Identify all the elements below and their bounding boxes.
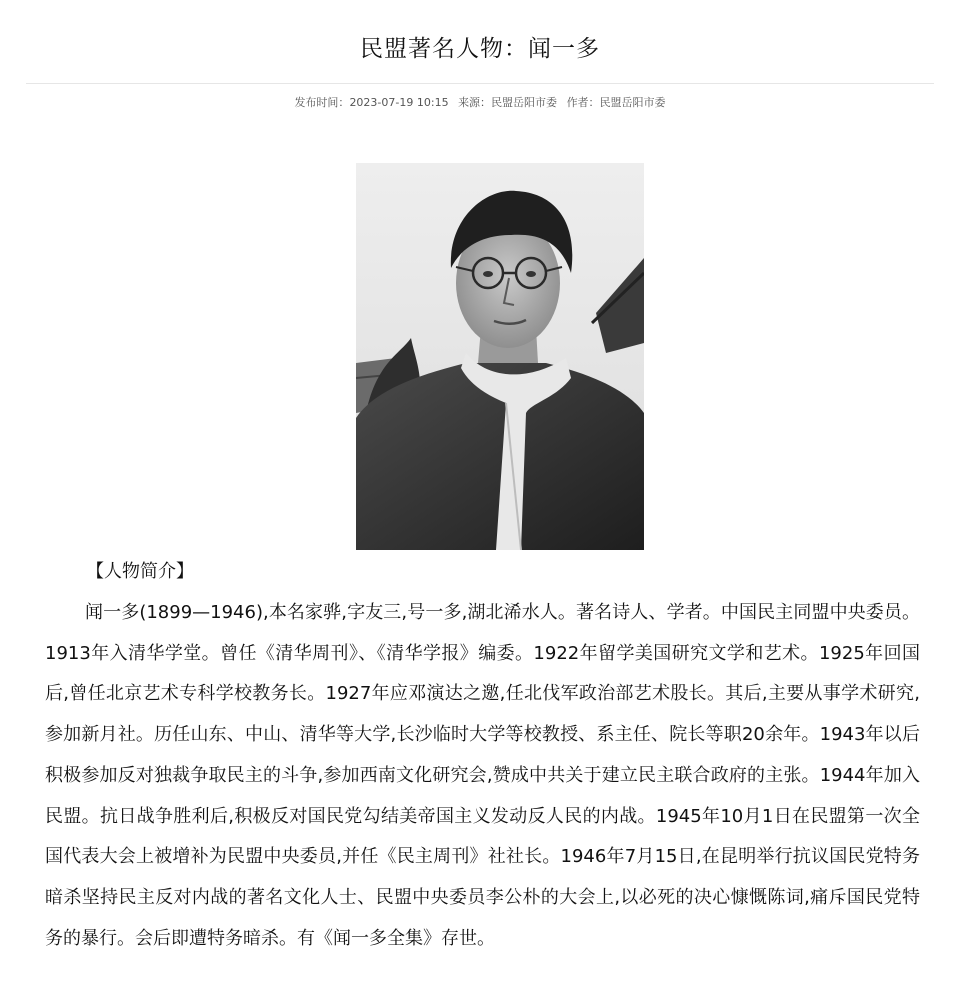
portrait-photo [356, 163, 644, 550]
source-value: 民盟岳阳市委 [491, 96, 558, 109]
section-heading: 【人物简介】 [86, 561, 194, 582]
article-meta [0, 94, 960, 110]
biography-paragraph: 闻一多(1899—1946),本名家骅,字友三,号一多,湖北浠水人。著名诗人、学者。中国民主同盟中央委员。1913年入清华学堂。曾任《清华周刊》、《清华学报》编委。1922年留学美国研究文学和艺术。1925年回国后,曾任北京艺术专科学校教务长。1927年应邓演达之邀,任北伐军政治部艺术股长。其后,主要从事学术研究,参加新月社。历任山东、中山、清华等大学,长沙临时大学等校教授、系主任、院长等职20余年。1943年以后积极参加反对独裁争取民主的斗争,参加西南文化研究会,赞成中共关于建立民主联合政府的主张。1944年加入民盟。抗日战争胜利后,积极反对国民党勾结美帝国主义发动反人民的内战。1945年10月1日在民盟第一次全国代表大会上被增补为民盟中央委员,并任《民主周刊》社社长。1946年7月15日,在昆明举行抗议国民党特务暗杀坚持民主反对内战的著名文化人士、民盟中央委员李公朴的大会上,以必死的决心慷慨陈词,痛斥国民党特务的暴行。会后即遭特务暗杀。有《闻一多全集》存世。 [45, 602, 920, 949]
publish-label: 发布时间： [294, 96, 350, 109]
source-label: 来源： [458, 96, 492, 109]
page-title: 民盟著名人物：闻一多 [360, 36, 600, 62]
title-divider [26, 83, 934, 84]
publish-time: 2023-07-19 10:15 [349, 96, 449, 109]
author-label: 作者： [566, 96, 600, 109]
author-value: 民盟岳阳市委 [599, 96, 666, 109]
